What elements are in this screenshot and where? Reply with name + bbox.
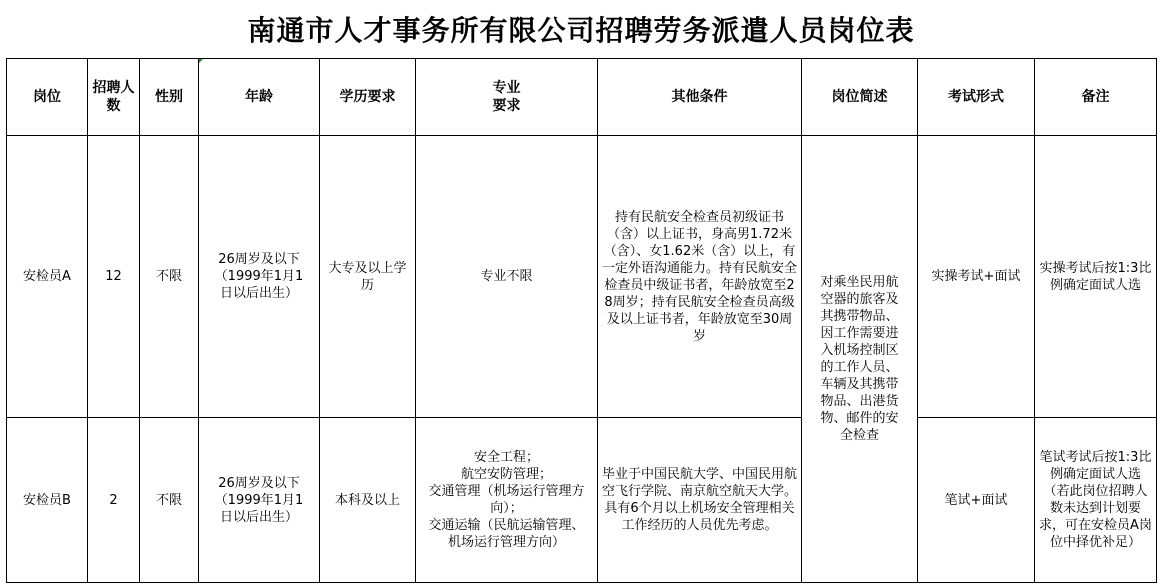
- cell-other[interactable]: 毕业于中国民航大学、中国民用航空飞行学院、南京航空航天大学。具有6个月以上机场安全管理相关工作经历的人员优先考虑。: [598, 418, 802, 583]
- header-education[interactable]: 学历要求: [320, 59, 416, 136]
- page-title: 南通市人才事务所有限公司招聘劳务派遣人员岗位表: [247, 14, 915, 47]
- header-major[interactable]: 专业要求: [416, 59, 598, 136]
- cell-remark[interactable]: 实操考试后按1:3比例确定面试人选: [1035, 136, 1157, 418]
- cell-age[interactable]: 26周岁及以下（1999年1月1日以后出生）: [199, 418, 320, 583]
- cell-count[interactable]: 12: [88, 136, 140, 418]
- header-other[interactable]: 其他条件: [598, 59, 802, 136]
- cell-exam[interactable]: 笔试+面试: [918, 418, 1035, 583]
- cell-position[interactable]: 安检员A: [7, 136, 88, 418]
- cell-description[interactable]: 对乘坐民用航空器的旅客及其携带物品、因工作需要进入机场控制区的工作人员、车辆及其携带物品、出港货物、邮件的安全检查: [802, 136, 918, 583]
- table-row: [7, 418, 1157, 583]
- header-position[interactable]: 岗位: [7, 59, 88, 136]
- header-description[interactable]: 岗位简述: [802, 59, 918, 136]
- header-count[interactable]: 招聘人数: [88, 59, 140, 136]
- table-row: [7, 136, 1157, 418]
- cell-education[interactable]: 本科及以上: [320, 418, 416, 583]
- job-table: [6, 58, 1157, 583]
- header-remark[interactable]: 备注: [1035, 59, 1157, 136]
- cell-major[interactable]: 专业不限: [416, 136, 598, 418]
- cell-count[interactable]: 2: [88, 418, 140, 583]
- cell-other[interactable]: 持有民航安全检查员初级证书（含）以上证书，身高男1.72米（含）、女1.62米（含）以上，有一定外语沟通能力。持有民航安全检查员中级证书者，年龄放宽至28周岁；持有民航安全检查员高级及以上证书者，年龄放宽至30周岁: [598, 136, 802, 418]
- cell-education[interactable]: 大专及以上学历: [320, 136, 416, 418]
- cell-position[interactable]: 安检员B: [7, 418, 88, 583]
- header-exam[interactable]: 考试形式: [918, 59, 1035, 136]
- header-row: [7, 59, 1157, 136]
- header-gender[interactable]: 性别: [140, 59, 199, 136]
- cell-age[interactable]: 26周岁及以下（1999年1月1日以后出生）: [199, 136, 320, 418]
- cell-major[interactable]: 安全工程； 航空安防管理； 交通管理（机场运行管理方向）； 交通运输（民航运输管理、机场运行管理方向）: [416, 418, 598, 583]
- cell-remark[interactable]: 笔试考试后按1:3比例确定面试人选（若此岗位招聘人数未达到计划要求，可在安检员A岗位中择优补足）: [1035, 418, 1157, 583]
- cell-gender[interactable]: 不限: [140, 136, 199, 418]
- cell-exam[interactable]: 实操考试+面试: [918, 136, 1035, 418]
- cell-gender[interactable]: 不限: [140, 418, 199, 583]
- header-age[interactable]: 年龄: [199, 59, 320, 136]
